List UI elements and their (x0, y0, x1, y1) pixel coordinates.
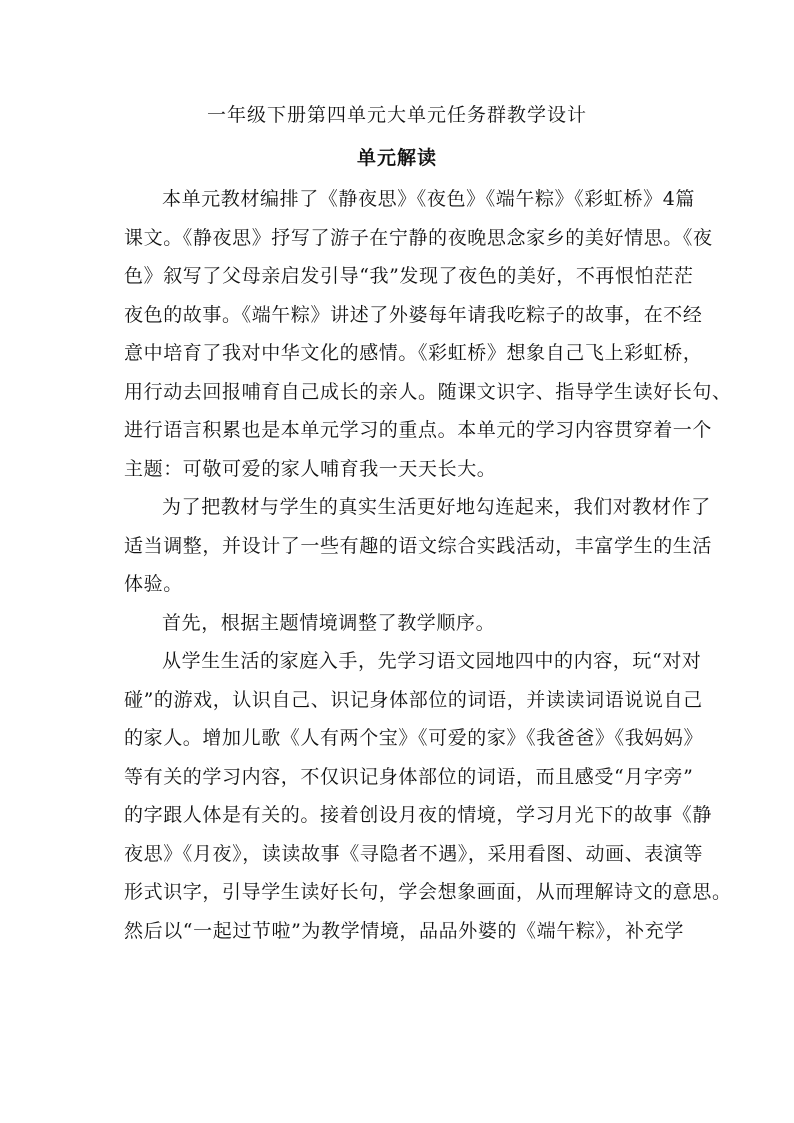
paragraph-line: 进行语言积累也是本单元学习的重点。本单元的学习内容贯穿着一个 (124, 419, 713, 441)
paragraph-line: 的字跟人体是有关的。接着创设月夜的情境，学习月光下的故事《静 (124, 804, 713, 826)
paragraph-4 (124, 642, 732, 950)
paragraph-line: 意中培育了我对中华文化的感情。《彩虹桥》想象自己飞上彩虹桥， (124, 342, 703, 364)
document-title: 一年级下册第四单元大单元任务群教学设计 (206, 104, 587, 126)
paragraph-line: 课文。《静夜思》抒写了游子在宁静的夜晚思念家乡的美好情思。《夜 (124, 226, 713, 249)
paragraph-line: 等有关的学习内容，不仅识记身体部位的词语，而且感受“月字旁” (124, 765, 694, 788)
paragraph-line: 适当调整，并设计了一些有趣的语文综合实践活动，丰富学生的生活 (124, 534, 713, 557)
paragraph-line: 形式识字，引导学生读好长句，学会想象画面，从而理解诗文的意思。 (124, 881, 732, 903)
paragraph-line: 的家人。增加儿歌《人有两个宝》《可爱的家》《我爸爸》《我妈妈》 (124, 727, 704, 749)
paragraph-3 (124, 604, 672, 643)
paragraph-line: 夜思》《月夜》，读读故事《寻隐者不遇》，采用看图、动画、表演等 (124, 842, 704, 865)
paragraph-line: 本单元教材编排了《静夜思》《夜色》《端午粽》《彩虹桥》4篇 (162, 188, 695, 210)
paragraph-line: 为了把教材与学生的真实生活更好地勾连起来，我们对教材作了 (162, 496, 711, 518)
section-heading: 单元解读 (356, 147, 437, 169)
paragraph-line: 然后以“一起过节啦”为教学情境，品品外婆的《端午粽》，补充学 (124, 919, 684, 942)
paragraph-line: 夜色的故事。《端午粽》讲述了外婆每年请我吃粽子的故事，在不经 (124, 303, 703, 326)
paragraph-1 (124, 180, 732, 488)
paragraph-line: 体验。 (124, 573, 183, 595)
paragraph-2 (124, 488, 713, 604)
paragraph-line: 从学生生活的家庭入手，先学习语文园地四中的内容，玩“对对 (162, 650, 702, 672)
paragraph-line: 用行动去回报哺育自己成长的亲人。随课文识字、指导学生读好长句、 (124, 380, 732, 403)
paragraph-line: 色》叙写了父母亲启发引导“我”发现了夜色的美好，不再恨怕茫茫 (124, 265, 694, 287)
document-body (124, 180, 732, 950)
paragraph-line: 主题：可敬可爱的家人哺育我一天天长大。 (124, 457, 497, 480)
paragraph-line: 首先，根据主题情境调整了教学顺序。 (162, 611, 496, 634)
paragraph-line: 碰”的游戏，认识自己、识记身体部位的词语，并读读词语说说自己 (124, 688, 703, 711)
